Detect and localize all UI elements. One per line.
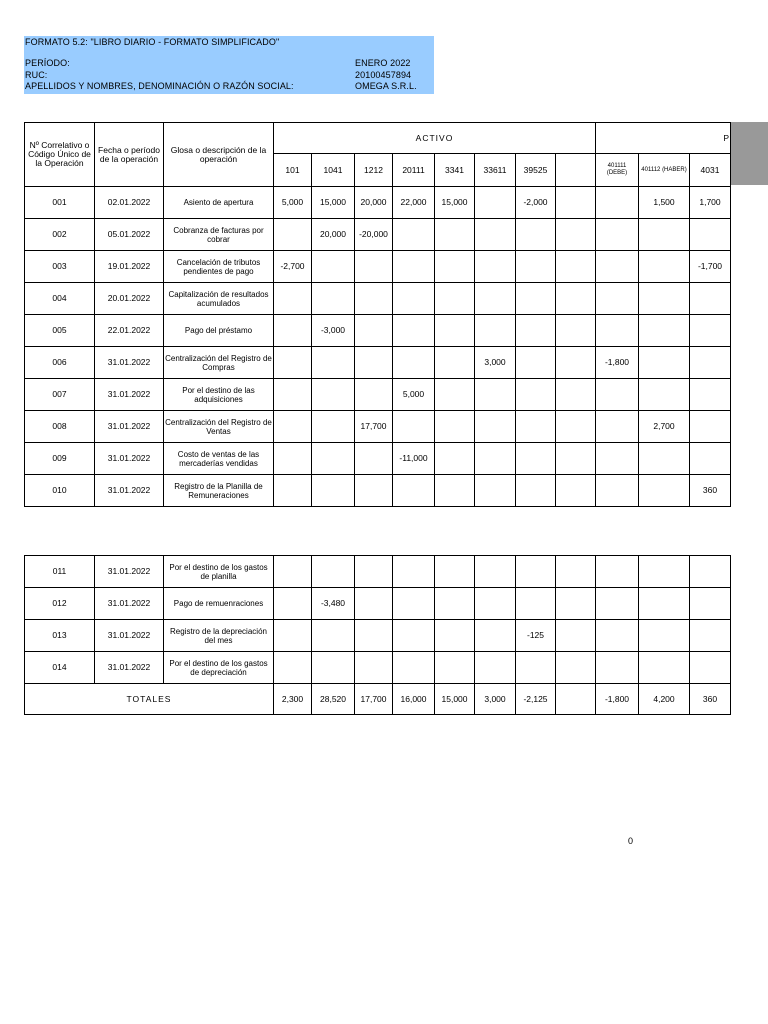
- row-value: [312, 251, 355, 283]
- row-value: [639, 443, 690, 475]
- row-value: [596, 379, 639, 411]
- row-value: [435, 283, 475, 315]
- row-value: [274, 283, 312, 315]
- row-fecha: 19.01.2022: [95, 251, 164, 283]
- row-value: [596, 411, 639, 443]
- row-value: 22,000: [393, 187, 435, 219]
- row-glosa: Centralización del Registro de Ventas: [164, 411, 274, 443]
- row-value: 20,000: [312, 219, 355, 251]
- row-value: -1,700: [690, 251, 731, 283]
- row-value: [516, 379, 556, 411]
- col-glosa-header: Glosa o descripción de la operación: [164, 123, 274, 187]
- row-value: [516, 652, 556, 684]
- row-value: 1,500: [639, 187, 690, 219]
- row-value: [475, 283, 516, 315]
- row-num: 010: [25, 475, 95, 507]
- total-value: 16,000: [393, 684, 435, 715]
- row-value: [690, 588, 731, 620]
- row-value: [596, 652, 639, 684]
- row-num: 011: [25, 556, 95, 588]
- row-num: 012: [25, 588, 95, 620]
- table-row: [25, 187, 731, 219]
- row-glosa: Pago del préstamo: [164, 315, 274, 347]
- row-value: [556, 347, 596, 379]
- row-fecha: 31.01.2022: [95, 379, 164, 411]
- row-value: -125: [516, 620, 556, 652]
- row-value: [596, 283, 639, 315]
- row-value: [556, 588, 596, 620]
- totals-row: [25, 684, 731, 715]
- row-fecha: 31.01.2022: [95, 475, 164, 507]
- row-value: [556, 475, 596, 507]
- account-header-1: 1041: [312, 154, 355, 187]
- row-value: [516, 411, 556, 443]
- row-glosa: Registro de la Planilla de Remuneraciones: [164, 475, 274, 507]
- row-value: [556, 187, 596, 219]
- row-value: [475, 219, 516, 251]
- total-value: 28,520: [312, 684, 355, 715]
- row-value: [556, 251, 596, 283]
- row-glosa: Por el destino de los gastos de depreciación: [164, 652, 274, 684]
- table-row: [25, 652, 731, 684]
- row-value: [690, 379, 731, 411]
- row-value: [475, 620, 516, 652]
- row-value: [475, 315, 516, 347]
- row-value: [690, 283, 731, 315]
- row-value: [435, 475, 475, 507]
- row-fecha: 31.01.2022: [95, 620, 164, 652]
- row-num: 013: [25, 620, 95, 652]
- row-value: [393, 588, 435, 620]
- row-value: [312, 475, 355, 507]
- row-value: 20,000: [355, 187, 393, 219]
- row-num: 002: [25, 219, 95, 251]
- row-value: [355, 315, 393, 347]
- table-row: [25, 283, 731, 315]
- row-num: 001: [25, 187, 95, 219]
- row-value: [312, 443, 355, 475]
- journal-table-page1: [24, 122, 731, 507]
- account-header-9: 401112 (HABER): [639, 154, 690, 187]
- row-value: [355, 379, 393, 411]
- total-value: 15,000: [435, 684, 475, 715]
- account-header-8: 401111 (DEBE): [596, 154, 639, 187]
- account-header-7: [556, 154, 596, 187]
- col-fecha-header: Fecha o período de la operación: [95, 123, 164, 187]
- row-value: [516, 283, 556, 315]
- row-value: [639, 475, 690, 507]
- row-value: 5,000: [393, 379, 435, 411]
- periodo-label: PERÍODO:: [25, 58, 70, 68]
- razon-social-label: APELLIDOS Y NOMBRES, DENOMINACIÓN O RAZÓN SOCIAL:: [25, 81, 294, 91]
- row-value: [393, 283, 435, 315]
- row-value: [516, 251, 556, 283]
- account-header-6: 39525: [516, 154, 556, 187]
- row-value: [639, 652, 690, 684]
- row-value: -11,000: [393, 443, 435, 475]
- row-value: [475, 379, 516, 411]
- row-value: [355, 443, 393, 475]
- row-value: [596, 475, 639, 507]
- account-header-5: 33611: [475, 154, 516, 187]
- table-row: [25, 475, 731, 507]
- row-value: [475, 652, 516, 684]
- row-value: [516, 315, 556, 347]
- row-value: [435, 443, 475, 475]
- row-value: [435, 411, 475, 443]
- row-value: -1,800: [596, 347, 639, 379]
- row-value: [690, 556, 731, 588]
- row-value: [556, 315, 596, 347]
- report-header: [24, 36, 434, 94]
- row-value: [556, 283, 596, 315]
- row-value: -20,000: [355, 219, 393, 251]
- row-value: [690, 652, 731, 684]
- row-value: [516, 556, 556, 588]
- row-value: [274, 588, 312, 620]
- table-row: [25, 588, 731, 620]
- table-row: [25, 443, 731, 475]
- table-row: [25, 347, 731, 379]
- row-value: [690, 620, 731, 652]
- total-value: -1,800: [596, 684, 639, 715]
- row-num: 008: [25, 411, 95, 443]
- table-row: [25, 379, 731, 411]
- row-num: 007: [25, 379, 95, 411]
- row-value: [355, 620, 393, 652]
- total-value: 2,300: [274, 684, 312, 715]
- row-num: 006: [25, 347, 95, 379]
- row-glosa: Pago de remuenraciones: [164, 588, 274, 620]
- row-value: [355, 556, 393, 588]
- journal-table-page2: [24, 555, 731, 715]
- row-value: [639, 219, 690, 251]
- row-fecha: 31.01.2022: [95, 652, 164, 684]
- row-value: [639, 556, 690, 588]
- row-value: [639, 251, 690, 283]
- row-value: [556, 620, 596, 652]
- row-glosa: Asiento de apertura: [164, 187, 274, 219]
- total-value: 17,700: [355, 684, 393, 715]
- row-fecha: 31.01.2022: [95, 588, 164, 620]
- row-fecha: 02.01.2022: [95, 187, 164, 219]
- row-value: [690, 219, 731, 251]
- account-header-0: 101: [274, 154, 312, 187]
- row-value: [435, 556, 475, 588]
- row-value: [639, 620, 690, 652]
- row-value: [435, 251, 475, 283]
- row-glosa: Costo de ventas de las mercaderías vendidas: [164, 443, 274, 475]
- row-num: 005: [25, 315, 95, 347]
- row-value: [355, 283, 393, 315]
- row-glosa: Por el destino de los gastos de planilla: [164, 556, 274, 588]
- row-value: [274, 443, 312, 475]
- razon-social-value: OMEGA S.R.L.: [355, 81, 417, 91]
- row-value: [690, 411, 731, 443]
- row-value: [556, 556, 596, 588]
- row-value: [393, 475, 435, 507]
- row-value: 2,700: [639, 411, 690, 443]
- row-value: [596, 620, 639, 652]
- row-value: [274, 475, 312, 507]
- row-value: [393, 620, 435, 652]
- row-glosa: Cobranza de facturas por cobrar: [164, 219, 274, 251]
- row-glosa: Capitalización de resultados acumulados: [164, 283, 274, 315]
- row-value: [393, 411, 435, 443]
- row-value: [475, 187, 516, 219]
- row-value: [516, 475, 556, 507]
- row-value: [435, 315, 475, 347]
- row-fecha: 20.01.2022: [95, 283, 164, 315]
- row-value: [274, 315, 312, 347]
- table-row: [25, 556, 731, 588]
- row-value: 15,000: [312, 187, 355, 219]
- row-value: [556, 443, 596, 475]
- row-value: [556, 379, 596, 411]
- row-value: [393, 556, 435, 588]
- table-row: [25, 315, 731, 347]
- row-fecha: 31.01.2022: [95, 443, 164, 475]
- group-activo-header: ACTIVO: [274, 123, 596, 154]
- total-value: 3,000: [475, 684, 516, 715]
- row-value: [355, 347, 393, 379]
- row-value: [556, 219, 596, 251]
- row-value: [475, 475, 516, 507]
- periodo-value: ENERO 2022: [355, 58, 411, 68]
- table-row: [25, 251, 731, 283]
- row-value: [639, 379, 690, 411]
- row-value: -2,000: [516, 187, 556, 219]
- row-value: [312, 556, 355, 588]
- row-value: [435, 588, 475, 620]
- row-value: [435, 620, 475, 652]
- row-value: [355, 652, 393, 684]
- row-value: [274, 347, 312, 379]
- row-value: [393, 219, 435, 251]
- row-fecha: 05.01.2022: [95, 219, 164, 251]
- row-num: 014: [25, 652, 95, 684]
- ruc-value: 20100457894: [355, 70, 412, 80]
- row-value: [556, 652, 596, 684]
- row-fecha: 31.01.2022: [95, 556, 164, 588]
- row-value: [312, 620, 355, 652]
- row-value: 1,700: [690, 187, 731, 219]
- row-value: [274, 411, 312, 443]
- total-value: [556, 684, 596, 715]
- total-value: 360: [690, 684, 731, 715]
- row-value: [312, 347, 355, 379]
- row-value: [312, 411, 355, 443]
- row-value: [596, 443, 639, 475]
- row-value: [274, 219, 312, 251]
- row-value: [274, 556, 312, 588]
- row-value: [393, 652, 435, 684]
- account-header-2: 1212: [355, 154, 393, 187]
- row-value: [475, 443, 516, 475]
- row-value: -2,700: [274, 251, 312, 283]
- row-value: [475, 588, 516, 620]
- row-value: [475, 251, 516, 283]
- row-value: 360: [690, 475, 731, 507]
- row-value: [516, 443, 556, 475]
- row-value: [639, 347, 690, 379]
- format-title: FORMATO 5.2: "LIBRO DIARIO - FORMATO SIMPLIFICADO": [25, 37, 280, 47]
- row-value: [274, 652, 312, 684]
- row-value: [355, 588, 393, 620]
- total-value: -2,125: [516, 684, 556, 715]
- row-value: [312, 283, 355, 315]
- pasivo-header-fill: [730, 122, 768, 185]
- row-value: [596, 315, 639, 347]
- totals-label: TOTALES: [25, 684, 274, 715]
- row-num: 003: [25, 251, 95, 283]
- row-value: [393, 315, 435, 347]
- row-value: [639, 315, 690, 347]
- row-value: [596, 187, 639, 219]
- row-value: [596, 588, 639, 620]
- row-value: [690, 315, 731, 347]
- row-value: [355, 251, 393, 283]
- row-value: [690, 347, 731, 379]
- row-value: [516, 219, 556, 251]
- row-value: [435, 379, 475, 411]
- row-value: 3,000: [475, 347, 516, 379]
- row-value: [516, 588, 556, 620]
- row-value: [596, 251, 639, 283]
- account-header-4: 3341: [435, 154, 475, 187]
- row-value: [639, 588, 690, 620]
- row-glosa: Registro de la depreciación del mes: [164, 620, 274, 652]
- group-pasivo-header: P: [596, 123, 731, 154]
- row-num: 009: [25, 443, 95, 475]
- row-value: [556, 411, 596, 443]
- row-value: -3,000: [312, 315, 355, 347]
- row-glosa: Cancelación de tributos pendientes de pago: [164, 251, 274, 283]
- row-glosa: Por el destino de las adquisiciones: [164, 379, 274, 411]
- row-value: [639, 283, 690, 315]
- row-value: [690, 443, 731, 475]
- row-value: [435, 219, 475, 251]
- row-value: 15,000: [435, 187, 475, 219]
- row-value: [393, 251, 435, 283]
- row-value: 5,000: [274, 187, 312, 219]
- row-value: [475, 411, 516, 443]
- row-value: [596, 219, 639, 251]
- table-row: [25, 620, 731, 652]
- row-value: [274, 620, 312, 652]
- row-value: [393, 347, 435, 379]
- row-value: [274, 379, 312, 411]
- row-fecha: 22.01.2022: [95, 315, 164, 347]
- ruc-label: RUC:: [25, 70, 48, 80]
- row-value: -3,480: [312, 588, 355, 620]
- total-value: 4,200: [639, 684, 690, 715]
- row-value: [475, 556, 516, 588]
- row-value: [355, 475, 393, 507]
- row-glosa: Centralización del Registro de Compras: [164, 347, 274, 379]
- row-num: 004: [25, 283, 95, 315]
- footer-value: 0: [628, 836, 634, 846]
- row-value: 17,700: [355, 411, 393, 443]
- table-row: [25, 219, 731, 251]
- col-correlativo-header: Nº Correlativo o Código Único de la Operación: [25, 123, 95, 187]
- table-row: [25, 411, 731, 443]
- row-value: [312, 652, 355, 684]
- account-header-3: 20111: [393, 154, 435, 187]
- row-value: [596, 556, 639, 588]
- row-value: [435, 347, 475, 379]
- row-value: [312, 379, 355, 411]
- row-value: [435, 652, 475, 684]
- account-header-10: 4031: [690, 154, 731, 187]
- row-value: [516, 347, 556, 379]
- row-fecha: 31.01.2022: [95, 347, 164, 379]
- row-fecha: 31.01.2022: [95, 411, 164, 443]
